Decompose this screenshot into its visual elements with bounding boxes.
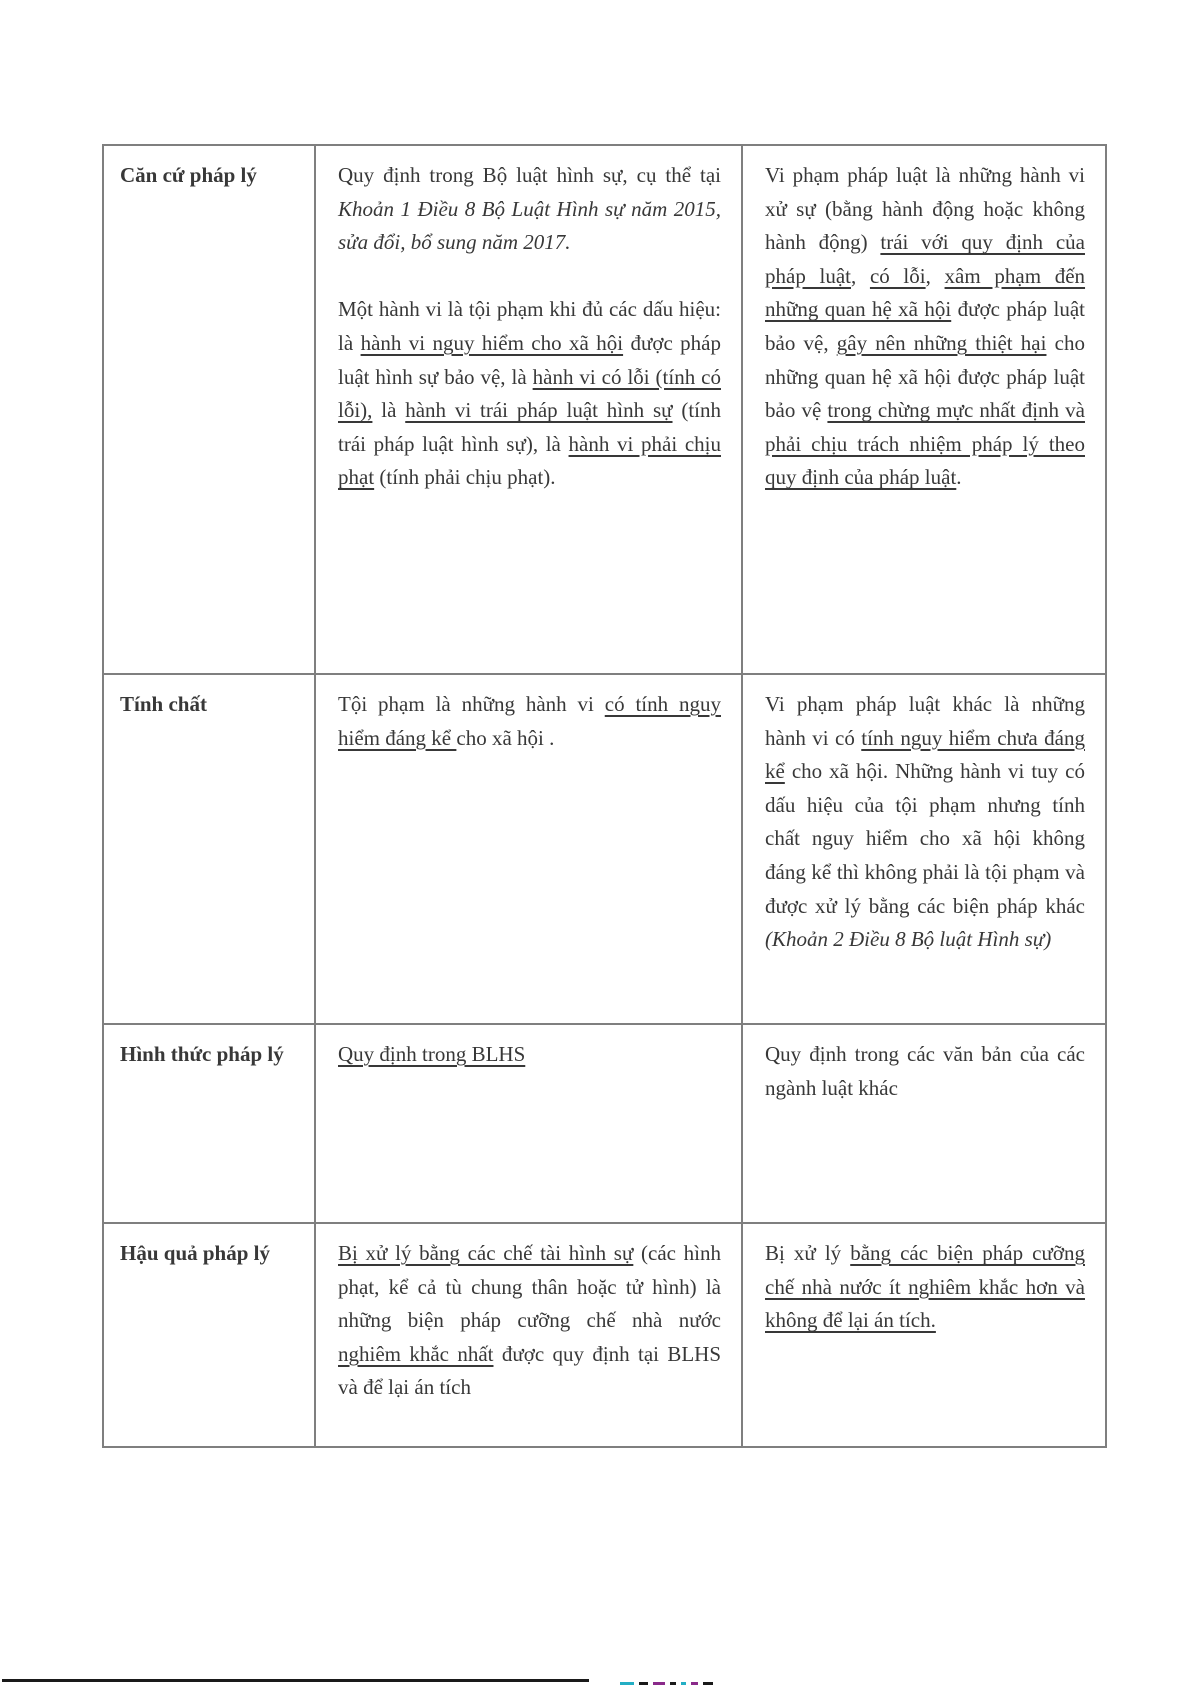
- row-label: Hậu quả pháp lý: [103, 1223, 315, 1447]
- italic-text: (Khoản 2 Điều 8 Bộ luật Hình sự): [765, 927, 1052, 952]
- underlined-text: hành vi trái pháp luật hình sự: [405, 398, 673, 423]
- underlined-text: Bị xử lý bằng các chế tài hình sự: [338, 1241, 634, 1265]
- text-segment: ,: [925, 263, 945, 288]
- text-segment: Quy định trong Bộ luật hình sự, cụ thể tại: [338, 163, 721, 187]
- comparison-table-body: [103, 145, 1106, 1447]
- text-segment: ,: [851, 263, 870, 288]
- row-label: Hình thức pháp lý: [103, 1024, 315, 1223]
- underlined-text: có tính nguy hiểm đáng kể: [338, 692, 721, 750]
- underlined-text: gây nên những thiệt hại: [836, 330, 1047, 355]
- table-row: [103, 145, 1106, 674]
- comparison-table: [102, 144, 1107, 1448]
- cell-crime: [315, 1024, 742, 1223]
- paragraph: [338, 688, 721, 755]
- table-row: [103, 1024, 1106, 1223]
- underlined-text: trong chừng mực nhất định và phải chịu trách nhiệm pháp lý theo quy định của pháp luật: [765, 398, 1085, 490]
- row-label: Tính chất: [103, 674, 315, 1024]
- underlined-text: nghiêm khắc nhất: [338, 1341, 494, 1366]
- cell-crime: [315, 145, 742, 674]
- underlined-text: hành vi nguy hiểm cho xã hội: [360, 330, 624, 355]
- cell-violation: [742, 1223, 1106, 1447]
- text-segment: là: [372, 398, 406, 423]
- text-segment: (tính trái pháp luật hình sự), là: [338, 398, 722, 456]
- text-segment: .: [956, 465, 962, 490]
- page-bottom-rule: [2, 1679, 589, 1682]
- cell-violation: [742, 674, 1106, 1024]
- text-segment: cho những quan hệ xã hội được pháp luật bảo vệ: [765, 330, 1085, 423]
- cell-violation: [742, 145, 1106, 674]
- text-segment: Vi phạm pháp luật là những hành vi xử sự (bằng hành động hoặc không hành động): [765, 163, 1085, 255]
- cell-violation: [742, 1024, 1106, 1223]
- text-segment: Vi phạm pháp luật khác là những hành vi có: [765, 692, 1085, 750]
- text-segment: (tính phải chịu phạt).: [374, 465, 556, 490]
- underlined-text: tính nguy hiểm chưa đáng kể: [765, 725, 1085, 784]
- paragraph: [765, 159, 1085, 495]
- text-segment: (các hình phạt, kể cả tù chung thân hoặc tử hình) là những biện pháp cưỡng chế nhà nước: [338, 1241, 721, 1333]
- underlined-text: hành vi có lỗi (tính có lỗi),: [338, 364, 721, 423]
- underlined-text: có lỗi: [869, 263, 926, 288]
- italic-text: Khoản 1 Điều 8 Bộ Luật Hình sự năm 2015, sửa đổi, bổ sung năm 2017.: [338, 196, 721, 255]
- text-segment: Tội phạm là những hành vi: [338, 692, 605, 716]
- text-segment: được pháp luật bảo vệ,: [765, 297, 1085, 355]
- underlined-text: xâm phạm đến những quan hệ xã hội: [765, 263, 1086, 322]
- cell-crime: [315, 674, 742, 1024]
- paragraph: [765, 688, 1085, 957]
- paragraph: [338, 293, 721, 495]
- paragraph: [765, 1237, 1085, 1338]
- text-segment: Quy định trong các văn bản của các ngành luật khác: [765, 1042, 1085, 1100]
- cell-crime: [315, 1223, 742, 1447]
- table-row: [103, 1223, 1106, 1447]
- text-segment: Bị xử lý: [765, 1241, 851, 1265]
- text-segment: được pháp luật hình sự bảo vệ, là: [338, 330, 722, 389]
- text-segment: cho xã hội .: [456, 725, 555, 750]
- row-label: Căn cứ pháp lý: [103, 145, 315, 674]
- text-segment: Một hành vi là tội phạm khi đủ các dấu hiệu: là: [338, 297, 721, 355]
- underlined-text: Quy định trong BLHS: [338, 1042, 526, 1066]
- underlined-text: bằng các biện pháp cưỡng chế nhà nước ít nghiêm khắc hơn và không để lại án tích.: [765, 1241, 1085, 1333]
- paragraph: [338, 159, 721, 260]
- paragraph: [765, 1038, 1085, 1105]
- paragraph: [338, 1237, 721, 1405]
- underlined-text: trái với quy định của pháp luật: [765, 230, 1085, 288]
- table-row: [103, 674, 1106, 1024]
- paragraph: [338, 1038, 721, 1072]
- text-segment: được quy định tại BLHS và để lại án tích: [338, 1341, 722, 1400]
- text-segment: cho xã hội. Những hành vi tuy có dấu hiệu của tội phạm nhưng tính chất nguy hiểm cho xã hội không đáng kể thì không phải là tội phạm và được xử lý bằng các biện pháp khác: [765, 759, 1085, 918]
- underlined-text: hành vi phải chịu phạt: [338, 431, 721, 490]
